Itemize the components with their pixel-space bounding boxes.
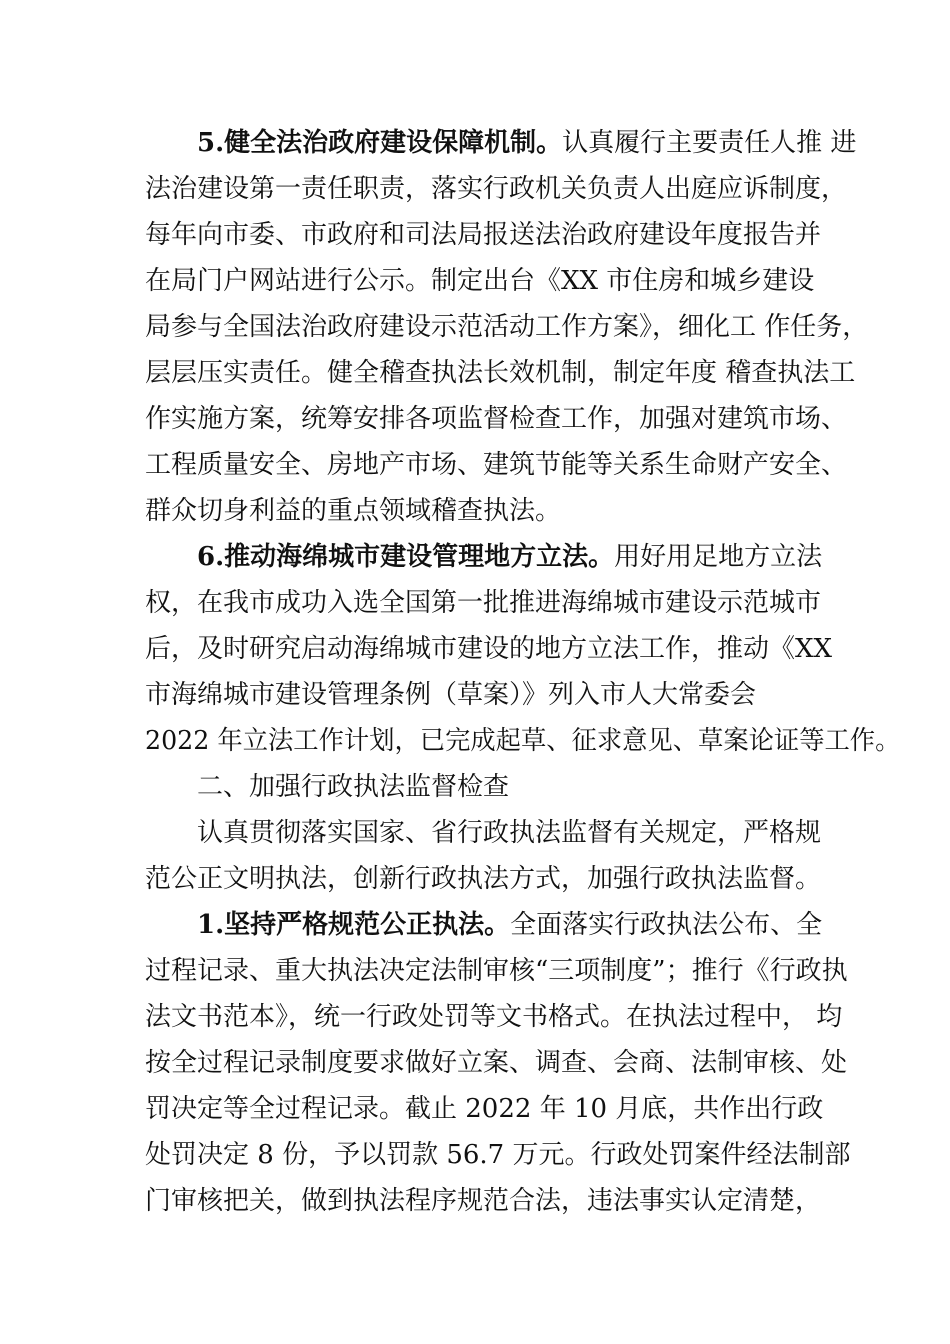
text-line: 后，及时研究启动海绵城市建设的地方立法工作，推动《XX (145, 634, 833, 664)
section-heading: 5.健全法治政府建设保障机制。 (197, 128, 563, 158)
chapter-heading: 二、加强行政执法监督检查 (197, 772, 510, 802)
text-line: 权，在我市成功入选全国第一批推进海绵城市建设示范城市 (145, 588, 822, 618)
text-line: 市海绵城市建设管理条例（草案）》列入市人大常委会 (145, 680, 757, 710)
text-line: 罚决定等全过程记录。截止 2022 年 10 月底，共作出行政 (145, 1094, 824, 1124)
text-line (197, 542, 822, 572)
text-line (197, 910, 822, 940)
text-line: 过程记录、重大执法决定法制审核“三项制度”；推行《行政执 (145, 956, 848, 986)
text-line: 2022 年立法工作计划，已完成起草、征求意见、草案论证等工作。 (145, 726, 901, 756)
text-line: 范公正文明执法，创新行政执法方式，加强行政执法监督。 (145, 864, 822, 894)
text-line: 作实施方案，统筹安排各项监督检查工作，加强对建筑市场、 (145, 404, 848, 434)
line-text: 用好用足地方立法 (614, 542, 823, 572)
line-text: 全面落实行政执法公布、全 (510, 910, 823, 940)
text-line: 局参与全国法治政府建设示范活动工作方案》，细化工 作任务， (145, 312, 869, 342)
text-line: 法文书范本》，统一行政处罚等文书格式。在执法过程中， 均 (145, 1002, 843, 1032)
text-line (197, 128, 856, 158)
text-line: 层层压实责任。健全稽查执法长效机制，制定年度 稽查执法工 (145, 358, 856, 388)
text-line: 认真贯彻落实国家、省行政执法监督有关规定，严格规 (197, 818, 822, 848)
text-line: 门审核把关，做到执法程序规范合法，违法事实认定清楚， (145, 1186, 822, 1216)
text-line: 工程质量安全、房地产市场、建筑节能等关系生命财产安全、 (145, 450, 848, 480)
text-line: 在局门户网站进行公示。制定出台《XX 市住房和城乡建设 (145, 266, 815, 296)
text-line: 群众切身利益的重点领域稽查执法。 (145, 496, 562, 526)
line-text: 认真履行主要责任人推 进 (562, 128, 857, 158)
section-heading: 1.坚持严格规范公正执法。 (197, 910, 511, 940)
section-heading: 6.推动海绵城市建设管理地方立法。 (197, 542, 615, 572)
text-line: 法治建设第一责任职责，落实行政机关负责人出庭应诉制度， (145, 174, 848, 204)
text-line: 按全过程记录制度要求做好立案、调查、会商、法制审核、处 (145, 1048, 848, 1078)
text-line: 处罚决定 8 份，予以罚款 56.7 万元。行政处罚案件经法制部 (145, 1140, 851, 1170)
text-line: 每年向市委、市政府和司法局报送法治政府建设年度报告并 (145, 220, 822, 250)
